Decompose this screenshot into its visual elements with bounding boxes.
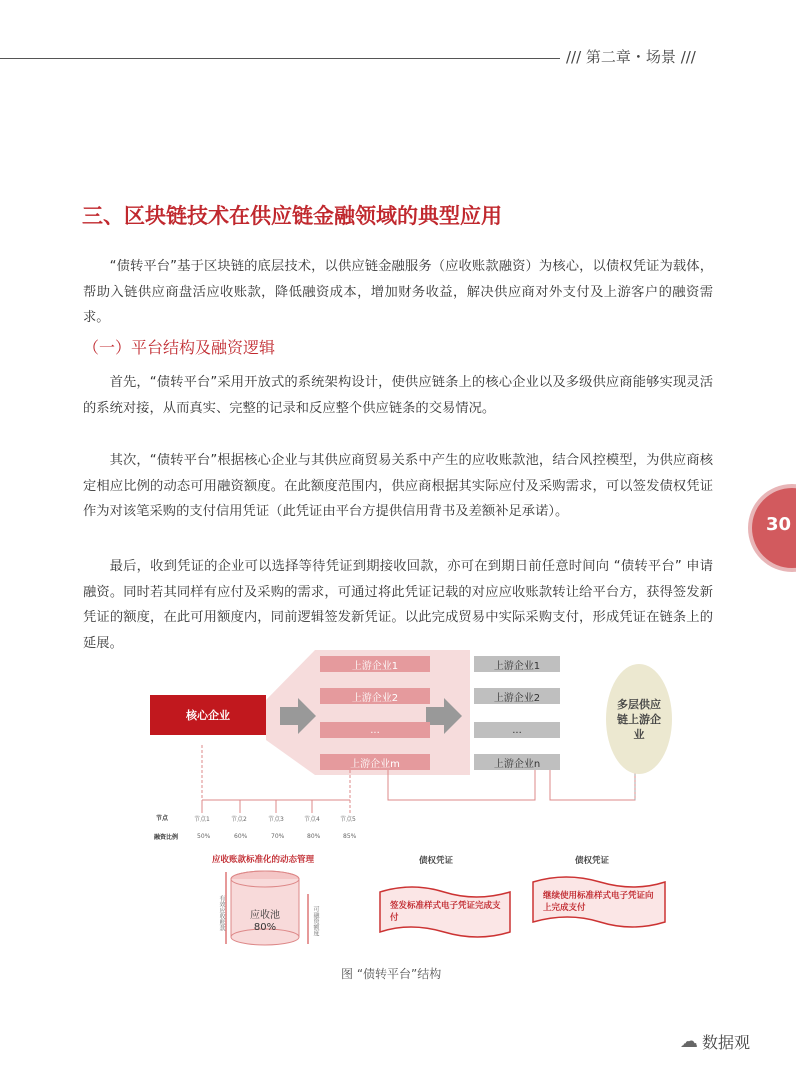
paragraph-2: 其次，“债转平台”根据核心企业与其供应商贸易关系中产生的应收账款池，结合风控模型，为供应商核定相应比例的动态可用融资额度。在此额度范围内，供应商根据其实际应付及采购需求，可以签发债权凭证作为对该笔采购的支付信用凭证（此凭证由平台方提供信用背书及差额补足承诺）。 — [83, 453, 713, 519]
intro-paragraph: “债转平台”基于区块链的底层技术，以供应链金融服务（应收账款融资）为核心，以债权凭证为载体，帮助入链供应商盘活应收账款，降低融资成本，增加财务收益，解决供应商对外支付及上游客户的融资需求。 — [83, 259, 713, 325]
ratio-1: 50% — [197, 833, 211, 840]
upstream-left-3: ... — [320, 722, 430, 738]
paragraph-3: 最后，收到凭证的企业可以选择等待凭证到期接收回款，亦可在到期日前任意时间向 “债转平台” 申请融资。同时若其同样有应付及采购的需求，可通过将此凭证记载的对应应收账款转让给平台方，获得签发新凭证的额度，在此可用额度内，同前逻辑签发新凭证。以此完成贸易中实际采购支付，形成凭证在链条上的延展。 — [83, 559, 713, 651]
upstream-left-1: 上游企业1 — [320, 656, 430, 672]
upstream-left-m: 上游企业m — [320, 754, 430, 770]
pool-side-right: 可融资额度 — [312, 906, 319, 936]
ratio-4: 80% — [307, 833, 321, 840]
node-3: 节点3 — [268, 816, 284, 823]
upstream-right-n: 上游企业n — [474, 754, 560, 770]
wechat-icon: ☁ — [680, 1031, 698, 1052]
voucher-1-text: 签发标准样式电子凭证完成支付 — [390, 901, 501, 923]
page-number: 30 — [766, 514, 792, 535]
multi-tier-label: 多层供应链上游企业 — [617, 697, 661, 741]
node-5: 节点5 — [340, 816, 356, 823]
upstream-right-2: 上游企业2 — [474, 688, 560, 704]
paragraph-1: 首先，“债转平台”采用开放式的系统架构设计，使供应链条上的核心企业以及多级供应商能够实现灵活的系统对接，从而真实、完整的记录和反应整个供应链条的交易情况。 — [83, 375, 713, 416]
watermark-text: 数据观 — [702, 1033, 751, 1052]
upstream-left-2: 上游企业2 — [320, 688, 430, 704]
bracket-2 — [550, 770, 635, 800]
node-1: 节点1 — [194, 816, 210, 823]
pool-value: 80% — [253, 922, 277, 933]
page-number-tab — [752, 488, 796, 568]
ratio-3: 70% — [271, 833, 285, 840]
platform-structure-diagram — [140, 650, 700, 950]
node-2: 节点2 — [231, 816, 247, 823]
pool-side-left: 有效应收账款 — [218, 895, 225, 931]
core-enterprise-box: 核心企业 — [150, 695, 266, 735]
section-title: 三、区块链技术在供应链金融领域的典型应用 — [82, 204, 502, 228]
watermark — [680, 1030, 750, 1053]
upstream-right-3: ... — [474, 722, 560, 738]
upstream-right-1: 上游企业1 — [474, 656, 560, 672]
ratio-2: 60% — [234, 833, 248, 840]
chapter-header: /// 第二章・场景 /// — [566, 48, 696, 66]
ratio-5: 85% — [343, 833, 357, 840]
multi-tier-ellipse — [606, 664, 672, 774]
node-row-label: 节点 — [156, 815, 169, 822]
subsection-title: （一）平台结构及融资逻辑 — [83, 338, 276, 357]
voucher-1-title: 债权凭证 — [419, 856, 454, 866]
pool-name: 应收池 — [250, 910, 280, 921]
voucher-2-title: 债权凭证 — [575, 856, 610, 866]
header-rule — [0, 58, 560, 59]
figure-caption: 图 “债转平台”结构 — [341, 967, 442, 981]
pool-title: 应收账款标准化的动态管理 — [212, 855, 315, 865]
voucher-2-text: 继续使用标准样式电子凭证向上完成支付 — [543, 891, 654, 913]
node-4: 节点4 — [304, 816, 320, 823]
ratio-row-label: 融资比例 — [154, 834, 179, 841]
